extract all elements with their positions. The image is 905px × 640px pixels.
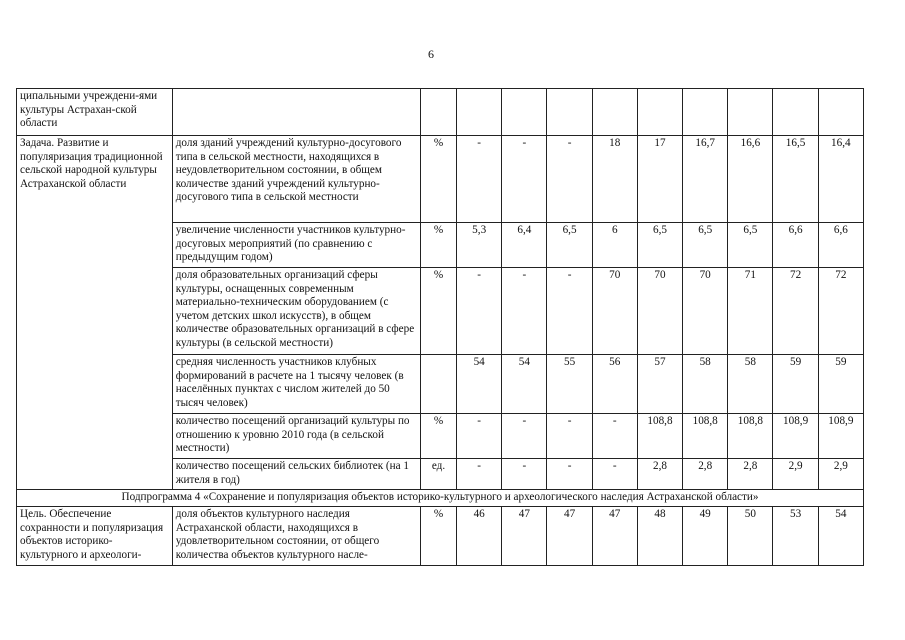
value-cell: 46 bbox=[457, 507, 502, 566]
value-cell: 6,5 bbox=[547, 223, 592, 268]
unit-cell: % bbox=[420, 268, 456, 355]
value-cell: - bbox=[502, 414, 547, 459]
indicator-cell: количество посещений сельских библиотек (на 1 жителя в год) bbox=[172, 459, 420, 490]
value-cell: - bbox=[547, 414, 592, 459]
table-row bbox=[17, 136, 864, 223]
value-cell: - bbox=[457, 268, 502, 355]
table-row bbox=[17, 507, 864, 566]
value-cell: 2,8 bbox=[637, 459, 682, 490]
indicator-cell: доля образовательных организаций сферы культуры, оснащенных современным материально-техническим оборудованием (с учетом детских школ искусств), в общем количестве образовательных организаций в сфере культуры (в сельской местности) bbox=[172, 268, 420, 355]
value-cell: 47 bbox=[592, 507, 637, 566]
value-cell: 2,9 bbox=[773, 459, 818, 490]
subprogram-heading-row bbox=[17, 490, 864, 507]
value-cell: 54 bbox=[502, 355, 547, 414]
page-number: 6 bbox=[428, 47, 434, 61]
value-cell bbox=[683, 89, 728, 136]
unit-cell: % bbox=[420, 136, 456, 223]
task-cell: Задача. Развитие и популяризация традиционной сельской народной культуры Астраханской области bbox=[17, 136, 173, 490]
value-cell: 6,4 bbox=[502, 223, 547, 268]
value-cell: 59 bbox=[773, 355, 818, 414]
value-cell: 47 bbox=[547, 507, 592, 566]
indicator-cell bbox=[172, 89, 420, 136]
subprogram-heading: Подпрограмма 4 «Сохранение и популяризация объектов историко-культурного и археологического наследия Астраханской области» bbox=[17, 490, 864, 507]
value-cell: 50 bbox=[728, 507, 773, 566]
value-cell: 2,8 bbox=[683, 459, 728, 490]
value-cell: 57 bbox=[637, 355, 682, 414]
value-cell bbox=[502, 89, 547, 136]
value-cell: 55 bbox=[547, 355, 592, 414]
value-cell: 6,5 bbox=[683, 223, 728, 268]
value-cell: 18 bbox=[592, 136, 637, 223]
value-cell: 72 bbox=[818, 268, 863, 355]
value-cell: 71 bbox=[728, 268, 773, 355]
value-cell: 16,4 bbox=[818, 136, 863, 223]
value-cell: 59 bbox=[818, 355, 863, 414]
task-cell: Цель. Обеспечение сохранности и популяризация объектов историко-культурного и археологи- bbox=[17, 507, 173, 566]
value-cell: 54 bbox=[457, 355, 502, 414]
value-cell: 70 bbox=[592, 268, 637, 355]
indicator-cell: доля зданий учреждений культурно-досугового типа в сельской местности, находящихся в неудовлетворительном состоянии, в общем количестве зданий учреждений культурно-досугового типа в сельской местности bbox=[172, 136, 420, 223]
table-row bbox=[17, 89, 864, 136]
value-cell: 6,6 bbox=[818, 223, 863, 268]
value-cell: 17 bbox=[637, 136, 682, 223]
value-cell: 108,8 bbox=[728, 414, 773, 459]
value-cell: 58 bbox=[683, 355, 728, 414]
value-cell bbox=[457, 89, 502, 136]
value-cell: - bbox=[547, 459, 592, 490]
value-cell bbox=[728, 89, 773, 136]
value-cell: - bbox=[457, 414, 502, 459]
value-cell: 6,5 bbox=[728, 223, 773, 268]
value-cell: - bbox=[502, 136, 547, 223]
task-cell: ципальными учреждени-ями культуры Астрахан-ской области bbox=[17, 89, 173, 136]
value-cell: 16,5 bbox=[773, 136, 818, 223]
value-cell: 108,9 bbox=[818, 414, 863, 459]
value-cell bbox=[818, 89, 863, 136]
value-cell: 16,6 bbox=[728, 136, 773, 223]
unit-cell bbox=[420, 355, 456, 414]
value-cell: 54 bbox=[818, 507, 863, 566]
indicators-table bbox=[16, 88, 864, 566]
value-cell: - bbox=[592, 414, 637, 459]
value-cell: 58 bbox=[728, 355, 773, 414]
value-cell: - bbox=[457, 136, 502, 223]
value-cell: - bbox=[502, 459, 547, 490]
value-cell: 70 bbox=[637, 268, 682, 355]
value-cell: 108,8 bbox=[637, 414, 682, 459]
indicator-cell: доля объектов культурного наследия Астраханской области, находящихся в удовлетворительном состоянии, от общего количества объектов культурного насле- bbox=[172, 507, 420, 566]
value-cell: 72 bbox=[773, 268, 818, 355]
indicator-cell: средняя численность участников клубных формирований в расчете на 1 тысячу человек (в населённых пунктах с числом жителей до 50 тысяч человек) bbox=[172, 355, 420, 414]
value-cell bbox=[547, 89, 592, 136]
value-cell: 2,8 bbox=[728, 459, 773, 490]
value-cell: 6 bbox=[592, 223, 637, 268]
value-cell: 47 bbox=[502, 507, 547, 566]
value-cell: 6,6 bbox=[773, 223, 818, 268]
unit-cell: ед. bbox=[420, 459, 456, 490]
value-cell: - bbox=[457, 459, 502, 490]
value-cell: 16,7 bbox=[683, 136, 728, 223]
value-cell: 70 bbox=[683, 268, 728, 355]
value-cell: 53 bbox=[773, 507, 818, 566]
value-cell: - bbox=[547, 268, 592, 355]
indicator-cell: количество посещений организаций культуры по отношению к уровню 2010 года (в сельской местности) bbox=[172, 414, 420, 459]
value-cell bbox=[592, 89, 637, 136]
value-cell: 108,9 bbox=[773, 414, 818, 459]
value-cell bbox=[773, 89, 818, 136]
value-cell: - bbox=[592, 459, 637, 490]
value-cell: 48 bbox=[637, 507, 682, 566]
value-cell: - bbox=[502, 268, 547, 355]
value-cell: 6,5 bbox=[637, 223, 682, 268]
value-cell: 49 bbox=[683, 507, 728, 566]
value-cell: 108,8 bbox=[683, 414, 728, 459]
value-cell: 56 bbox=[592, 355, 637, 414]
value-cell: - bbox=[547, 136, 592, 223]
value-cell: 5,3 bbox=[457, 223, 502, 268]
value-cell bbox=[637, 89, 682, 136]
indicator-cell: увеличение численности участников культурно-досуговых мероприятий (по сравнению с предыдущим годом) bbox=[172, 223, 420, 268]
unit-cell: % bbox=[420, 414, 456, 459]
unit-cell: % bbox=[420, 507, 456, 566]
value-cell: 2,9 bbox=[818, 459, 863, 490]
unit-cell bbox=[420, 89, 456, 136]
unit-cell: % bbox=[420, 223, 456, 268]
